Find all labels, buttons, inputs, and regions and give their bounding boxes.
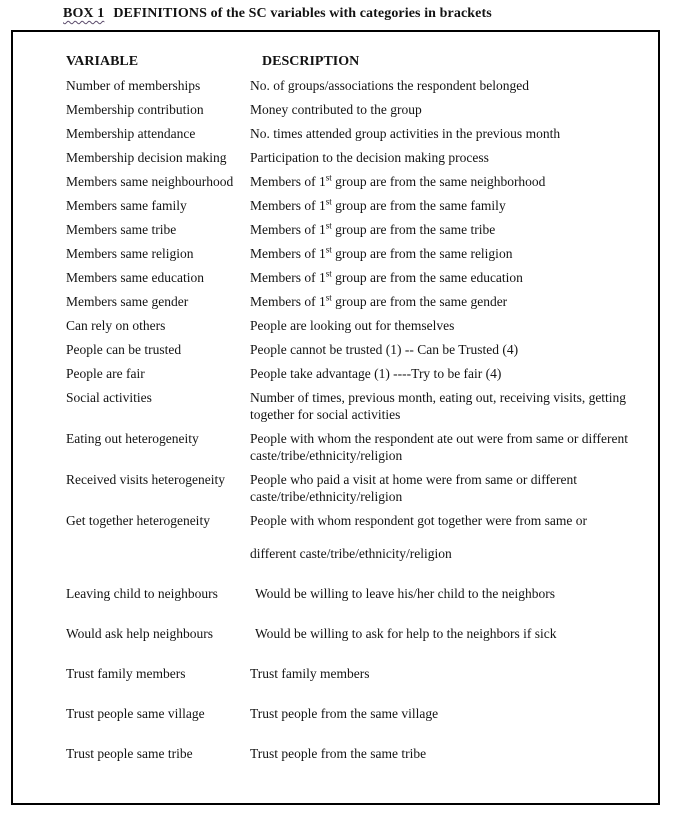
table-row xyxy=(66,293,644,310)
description-line: People with whom the respondent ate out were from same or different caste/tribe/ethnicity/religion xyxy=(250,431,629,463)
variable-cell: Social activities xyxy=(66,390,152,405)
description-line: Trust people from the same tribe xyxy=(250,746,427,761)
variable-cell: Number of memberships xyxy=(66,78,201,93)
description-line: No. of groups/associations the respondent belonged xyxy=(250,78,529,93)
description-cell xyxy=(250,365,644,382)
description-cell xyxy=(250,101,644,118)
description-line: People cannot be trusted (1) -- Can be Trusted (4) xyxy=(250,342,519,357)
description-cell xyxy=(250,665,644,682)
description-line: Members of 1st group are from the same family xyxy=(250,196,506,213)
table-row xyxy=(66,585,644,602)
variable-column-header: VARIABLE xyxy=(66,54,139,69)
title-text: DEFINITIONS of the SC variables with categories in brackets xyxy=(113,6,492,21)
variable-cell: Trust people same village xyxy=(66,706,205,721)
variable-cell: Membership contribution xyxy=(66,102,204,117)
description-line: Participation to the decision making process xyxy=(250,150,489,165)
description-line: People with whom respondent got together were from same or xyxy=(250,513,588,528)
table-row xyxy=(66,101,644,118)
variable-cell: People can be trusted xyxy=(66,342,182,357)
variable-cell: Eating out heterogeneity xyxy=(66,431,199,446)
description-cell xyxy=(250,585,644,602)
description-line: Trust family members xyxy=(250,666,370,681)
variable-cell: Members same religion xyxy=(66,246,194,261)
table-row xyxy=(66,317,644,334)
description-cell xyxy=(250,625,644,642)
description-line: Trust people from the same village xyxy=(250,706,439,721)
variable-cell: Membership attendance xyxy=(66,126,196,141)
table-row xyxy=(66,125,644,142)
table-row xyxy=(66,269,644,286)
description-cell xyxy=(250,77,644,94)
variable-cell: Leaving child to neighbours xyxy=(66,586,218,601)
description-cell xyxy=(250,341,644,358)
variable-cell: Received visits heterogeneity xyxy=(66,472,225,487)
description-cell xyxy=(250,197,644,214)
variable-cell: Would ask help neighbours xyxy=(66,626,214,641)
description-cell xyxy=(250,269,644,286)
description-line: Would be willing to leave his/her child to the neighbors xyxy=(255,586,555,601)
description-cell xyxy=(250,173,644,190)
variable-cell: Trust people same tribe xyxy=(66,746,193,761)
table-row xyxy=(66,471,644,505)
definitions-box xyxy=(11,30,660,805)
description-line: Members of 1st group are from the same neighborhood xyxy=(250,172,546,189)
description-cell xyxy=(250,125,644,142)
description-cell xyxy=(250,745,644,762)
variable-cell: Members same neighbourhood xyxy=(66,174,234,189)
description-line: People take advantage (1) ----Try to be fair (4) xyxy=(250,366,502,381)
variable-cell: Trust family members xyxy=(66,666,186,681)
table-row xyxy=(66,512,644,562)
variable-cell: Get together heterogeneity xyxy=(66,513,210,528)
variable-cell: Membership decision making xyxy=(66,150,227,165)
description-cell xyxy=(250,317,644,334)
description-cell xyxy=(250,149,644,166)
description-cell xyxy=(250,705,644,722)
variable-cell: Members same family xyxy=(66,198,187,213)
table-rows xyxy=(66,77,644,762)
table-row xyxy=(66,245,644,262)
table-row xyxy=(66,221,644,238)
description-line: Members of 1st group are from the same tribe xyxy=(250,220,496,237)
box-number-label: BOX 1 xyxy=(63,6,105,21)
table-row xyxy=(66,665,644,682)
table-row xyxy=(66,705,644,722)
description-cell xyxy=(250,245,644,262)
description-cell xyxy=(250,293,644,310)
table-row xyxy=(66,341,644,358)
description-line: Number of times, previous month, eating out, receiving visits, getting together for social activities xyxy=(250,390,627,422)
description-cell xyxy=(250,471,644,505)
table-row xyxy=(66,365,644,382)
table-row xyxy=(66,77,644,94)
table-header-row xyxy=(66,53,644,70)
table-row xyxy=(66,430,644,464)
description-line: Members of 1st group are from the same gender xyxy=(250,292,508,309)
page-title xyxy=(63,6,492,22)
description-line: different caste/tribe/ethnicity/religion xyxy=(250,546,452,561)
table-row xyxy=(66,625,644,642)
description-line: Members of 1st group are from the same education xyxy=(250,268,523,285)
variable-cell: Members same gender xyxy=(66,294,189,309)
variable-cell: Members same education xyxy=(66,270,204,285)
description-line: People who paid a visit at home were from same or different caste/tribe/ethnicity/religion xyxy=(250,472,578,504)
description-line: Would be willing to ask for help to the neighbors if sick xyxy=(255,626,557,641)
table-row xyxy=(66,745,644,762)
table-row xyxy=(66,173,644,190)
description-line: No. times attended group activities in the previous month xyxy=(250,126,561,141)
description-cell xyxy=(250,512,644,562)
description-cell xyxy=(250,430,644,464)
variable-cell: Can rely on others xyxy=(66,318,166,333)
variable-cell: People are fair xyxy=(66,366,145,381)
table-row xyxy=(66,197,644,214)
table-row xyxy=(66,389,644,423)
variable-cell: Members same tribe xyxy=(66,222,177,237)
description-cell xyxy=(250,221,644,238)
description-line: People are looking out for themselves xyxy=(250,318,455,333)
table-row xyxy=(66,149,644,166)
description-column-header: DESCRIPTION xyxy=(262,54,360,69)
description-line: Members of 1st group are from the same religion xyxy=(250,244,513,261)
description-line: Money contributed to the group xyxy=(250,102,422,117)
description-cell xyxy=(250,389,644,423)
